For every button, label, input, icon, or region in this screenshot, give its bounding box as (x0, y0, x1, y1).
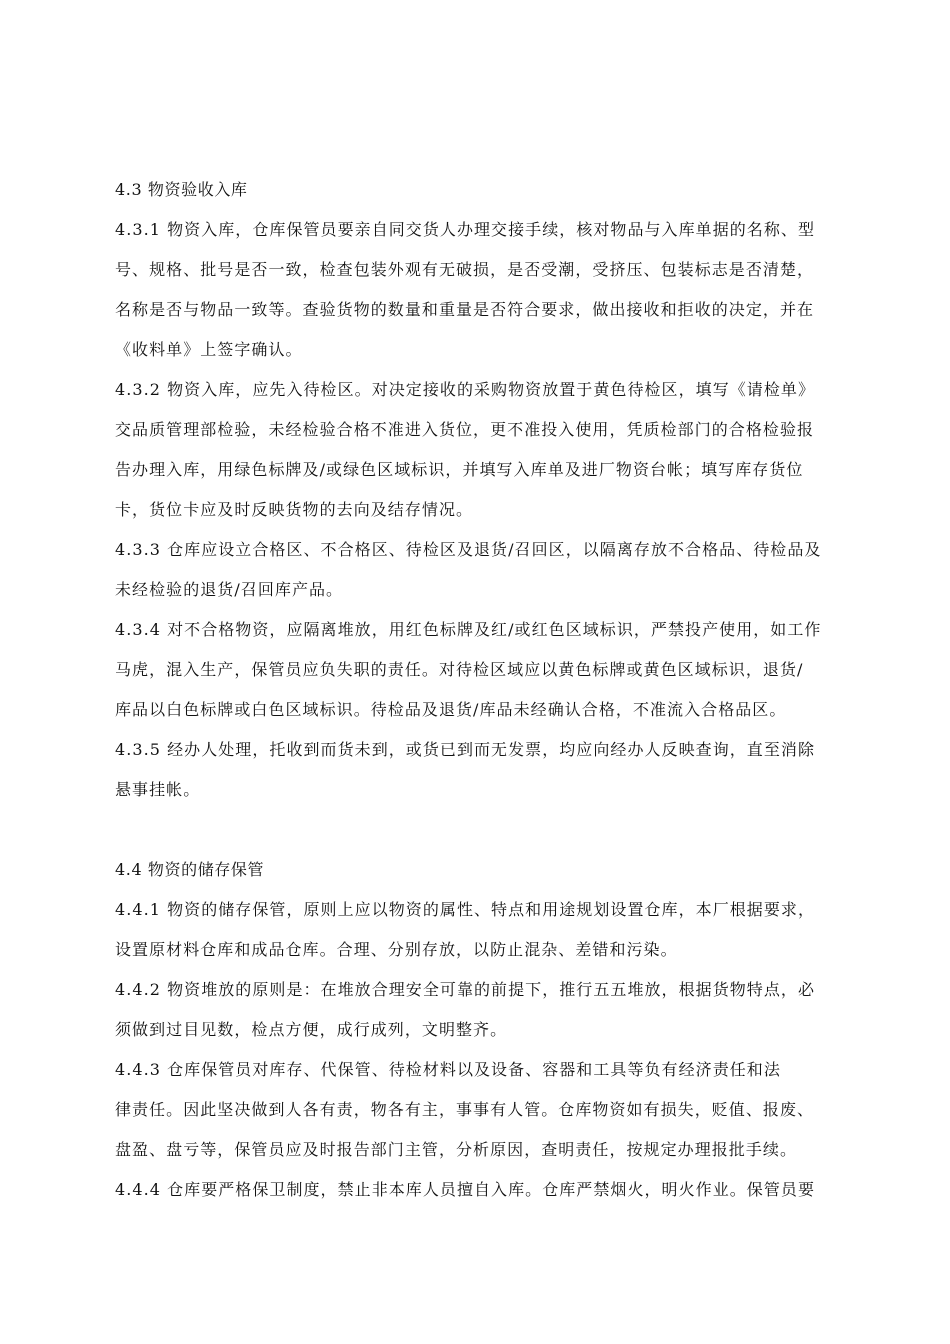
paragraph-line: 4.4.3 仓库保管员对库存、代保管、待检材料以及设备、容器和工具等负有经济责任和法 (115, 1060, 781, 1079)
paragraph-line: 4.4.4 仓库要严格保卫制度，禁止非本库人员擅自入库。仓库严禁烟火，明火作业。保管员要 (115, 1180, 815, 1199)
paragraph-line: 号、规格、批号是否一致，检查包装外观有无破损，是否受潮，受挤压、包装标志是否清楚， (115, 260, 815, 279)
paragraph-line: 《收料单》上签字确认。 (115, 340, 303, 359)
paragraph-line: 告办理入库，用绿色标牌及/或绿色区域标识，并填写入库单及进厂物资台帐；填写库存货位 (115, 460, 804, 479)
paragraph-line: 悬事挂帐。 (115, 780, 201, 799)
section-heading: 4.3 物资验收入库 (115, 180, 248, 199)
paragraph-line: 库品以白色标牌或白色区域标识。待检品及退货/库品未经确认合格，不准流入合格品区。 (115, 700, 787, 719)
paragraph-line: 4.4.2 物资堆放的原则是：在堆放合理安全可靠的前提下，推行五五堆放，根据货物特点，必 (115, 980, 815, 999)
paragraph-line: 设置原材料仓库和成品仓库。合理、分别存放，以防止混杂、差错和污染。 (115, 940, 678, 959)
paragraph-line: 4.3.3 仓库应设立合格区、不合格区、待检区及退货/召回区，以隔离存放不合格品、待检品及 (115, 540, 822, 559)
paragraph-line: 卡，货位卡应及时反映货物的去向及结存情况。 (115, 500, 474, 519)
paragraph-line: 4.3.2 物资入库，应先入待检区。对决定接收的采购物资放置于黄色待检区，填写《请检单》 (115, 380, 815, 399)
paragraph-line: 马虎，混入生产，保管员应负失职的责任。对待检区域应以黄色标牌或黄色区域标识，退货/ (115, 660, 804, 679)
paragraph-line: 须做到过目见数，检点方便，成行成列，文明整齐。 (115, 1020, 508, 1039)
paragraph-line: 4.3.4 对不合格物资，应隔离堆放，用红色标牌及红/或红色区域标识，严禁投产使用，如工作 (115, 620, 822, 639)
paragraph-line: 律责任。因此坚决做到人各有责，物各有主，事事有人管。仓库物资如有损失，贬值、报废、 (115, 1100, 815, 1119)
paragraph-line: 名称是否与物品一致等。查验货物的数量和重量是否符合要求，做出接收和拒收的决定，并在 (115, 300, 815, 319)
paragraph-line: 4.3.1 物资入库，仓库保管员要亲自同交货人办理交接手续，核对物品与入库单据的名称、型 (115, 220, 815, 239)
paragraph-line: 4.4.1 物资的储存保管，原则上应以物资的属性、特点和用途规划设置仓库，本厂根据要求， (115, 900, 815, 919)
paragraph-line: 未经检验的退货/召回库产品。 (115, 580, 344, 599)
paragraph-line: 交品质管理部检验，未经检验合格不准进入货位，更不准投入使用，凭质检部门的合格检验报 (115, 420, 815, 439)
paragraph-line: 盘盈、盘亏等，保管员应及时报告部门主管，分析原因，查明责任，按规定办理报批手续。 (115, 1140, 798, 1159)
section-heading: 4.4 物资的储存保管 (115, 860, 265, 879)
paragraph-line: 4.3.5 经办人处理，托收到而货未到，或货已到而无发票，均应向经办人反映查询，直至消除 (115, 740, 815, 759)
